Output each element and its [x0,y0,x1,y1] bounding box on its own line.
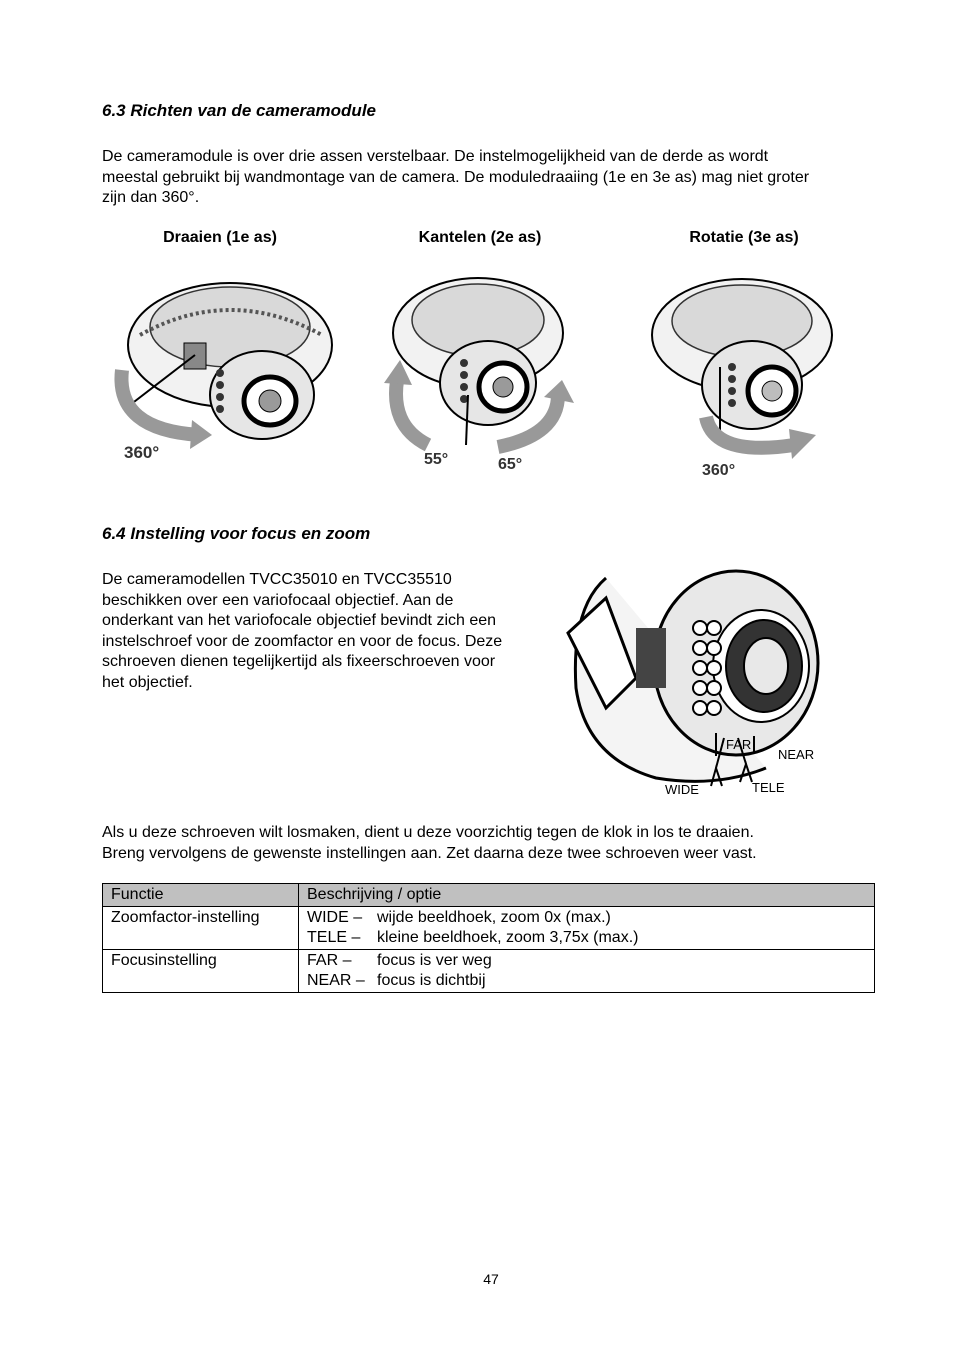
section-6-4-paragraph [102,570,562,693]
table-header-row [103,884,875,907]
paragraph-line: zijn dan 360°. [102,189,200,206]
option-key: FAR – [307,951,352,969]
table-cell-function: Focusinstelling [103,949,299,992]
table-row [103,906,875,949]
paragraph-line: onderkant van het variofocale objectief bevindt zich een [102,612,497,629]
section-heading-6-3: 6.3 Richten van de cameramodule [102,101,376,120]
table-header-function: Functie [103,884,299,907]
paragraph-line: beschikken over een variofocaal objectief. Aan de [102,591,454,609]
option-key: NEAR – [307,972,365,989]
paragraph-line: meestal gebruikt bij wandmontage van de camera. De moduledraaiing (1e en 3e as) mag niet groter [102,168,810,186]
paragraph-line: het objectief. [102,673,193,691]
option-text: kleine beeldhoek, zoom 3,75x (max.) [377,929,639,946]
figure-caption-tilt: Kantelen (2e as) [418,229,542,246]
tele-label: TELE [752,780,785,795]
rotation-angle-label: 360° [702,462,736,479]
paragraph-line: instelschroef voor de zoomfactor en voor de focus. Deze [102,632,503,650]
table-cell-options [299,906,875,949]
figure-caption-rotation: Rotatie (3e as) [689,229,799,246]
option-key: WIDE – [307,908,363,926]
lens-adjustment-illustration [566,568,821,808]
paragraph-line: De cameramodule is over drie assen verstelbaar. De instelmogelijkheid van de derde as wordt [102,148,769,165]
table-cell-function: Zoomfactor-instelling [103,906,299,949]
near-label: NEAR [778,747,815,762]
option-text: focus is ver weg [377,951,492,969]
far-label: FAR [726,737,752,752]
pan-angle-label: 360° [124,443,160,462]
option-text: wijde beeldhoek, zoom 0x (max.) [377,908,611,926]
table-row [103,949,875,992]
camera-pan-illustration [100,265,340,480]
camera-tilt-illustration [378,265,578,480]
camera-rotation-illustration [644,265,844,480]
option-key: TELE – [307,929,361,946]
figure-caption-rotate: Draaien (1e as) [163,229,277,246]
settings-table [102,883,875,993]
instruction-paragraph [102,823,902,864]
section-6-3-paragraph [102,147,902,209]
tilt-down-angle-label: 65° [498,456,523,473]
paragraph-line: Breng vervolgens de gewenste instellingen aan. Zet daarna deze twee schroeven weer vast. [102,844,757,862]
tilt-up-angle-label: 55° [424,451,449,468]
paragraph-line: De cameramodellen TVCC35010 en TVCC35510 [102,571,452,588]
section-heading-6-4: 6.4 Instelling voor focus en zoom [102,524,371,543]
page-number: 47 [483,1271,499,1287]
table-header-description: Beschrijving / optie [299,884,875,907]
option-text: focus is dichtbij [377,972,486,989]
paragraph-line: schroeven dienen tegelijkertijd als fixeerschroeven voor [102,653,496,670]
wide-label: WIDE [665,782,699,797]
table-cell-options [299,949,875,992]
paragraph-line: Als u deze schroeven wilt losmaken, dient u deze voorzichtig tegen de klok in los te draaien. [102,824,754,841]
